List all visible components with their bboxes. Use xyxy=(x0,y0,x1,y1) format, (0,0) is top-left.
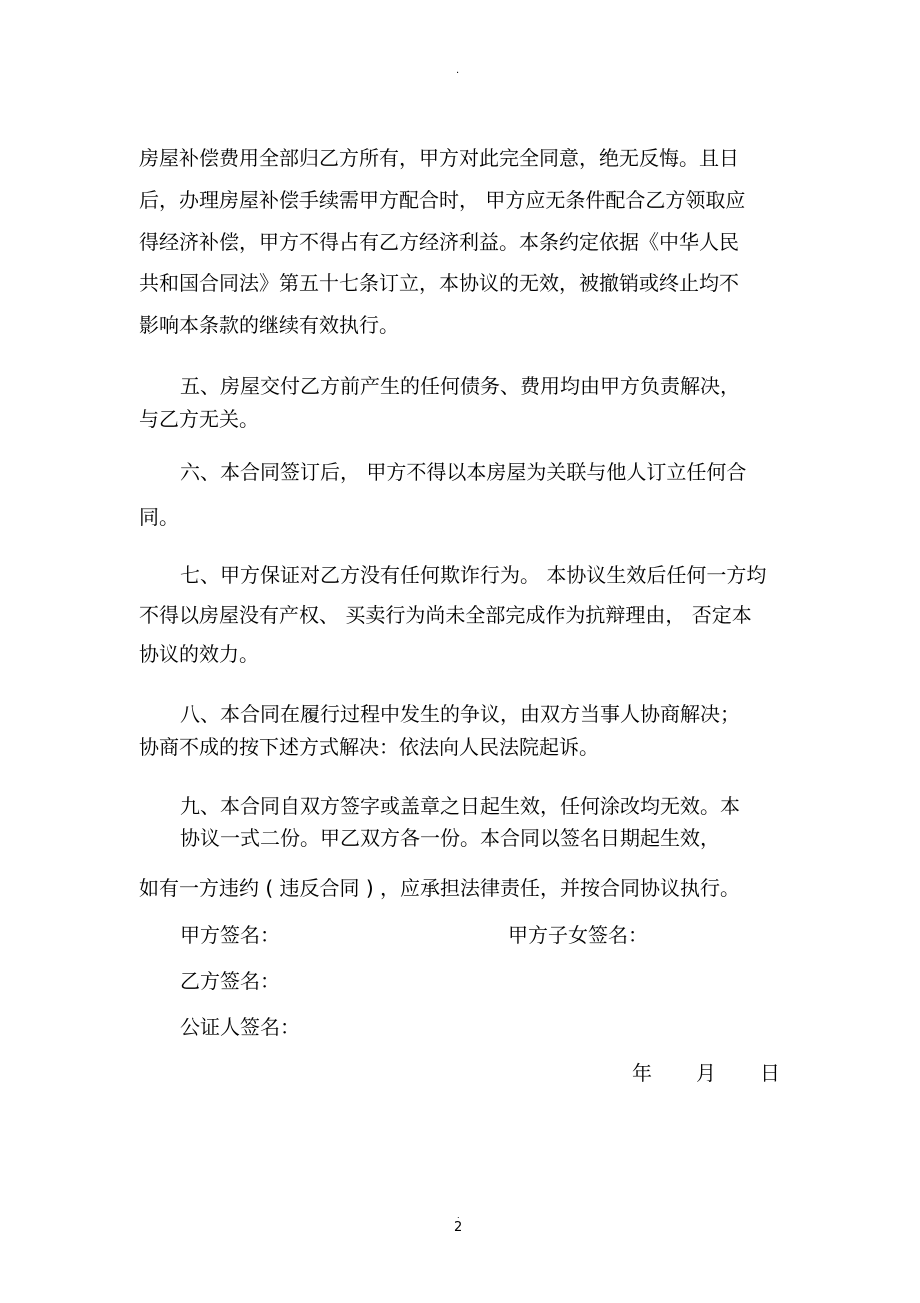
date-month-label: 月 xyxy=(696,1061,716,1085)
para4-line-1: 房屋补偿费用全部归乙方所有，甲方对此完全同意，绝无反悔。且日 xyxy=(139,146,739,170)
para4-line-3: 得经济补偿，甲方不得占有乙方经济利益。本条约定依据《中华人民 xyxy=(139,230,739,254)
notary-signature-label: 公证人签名： xyxy=(180,1015,300,1039)
footer-dot: . xyxy=(457,1211,460,1220)
party-a-children-signature-label: 甲方子女签名： xyxy=(508,923,648,947)
para4-line-5: 影响本条款的继续有效执行。 xyxy=(139,313,399,337)
date-year-label: 年 xyxy=(632,1061,652,1085)
clause-9-line-1: 九、本合同自双方签字或盖章之日起生效，任何涂改均无效。本 xyxy=(180,794,740,818)
header-dot: . xyxy=(456,65,460,76)
clause-8-line-1: 八、本合同在履行过程中发生的争议，由双方当事人协商解决； xyxy=(180,702,740,726)
party-a-signature-label: 甲方签名： xyxy=(180,923,280,947)
clause-7-line-2: 不得以房屋没有产权、 买卖行为尚未全部完成作为抗辩理由， 否定本 xyxy=(139,603,752,627)
date-day-label: 日 xyxy=(760,1061,780,1085)
clause-9-line-2: 协议一式二份。甲乙双方各一份。本合同以签名日期起生效， xyxy=(180,826,720,850)
para4-line-4: 共和国合同法》第五十七条订立，本协议的无效，被撤销或终止均不 xyxy=(139,271,739,295)
page-number: 2 xyxy=(454,1220,463,1235)
clause-8-line-2: 协商不成的按下述方式解决：依法向人民法院起诉。 xyxy=(139,735,599,759)
para4-line-2: 后，办理房屋补偿手续需甲方配合时， 甲方应无条件配合乙方领取应 xyxy=(139,188,746,212)
clause-7-line-1: 七、甲方保证对乙方没有任何欺诈行为。 本协议生效后任何一方均 xyxy=(180,563,767,587)
clause-6-line-1: 六、本合同签订后， 甲方不得以本房屋为关联与他人订立任何合 xyxy=(180,460,747,484)
clause-9-line-3: 如有一方违约 ( 违反合同 ) ，应承担法律责任，并按合同协议执行。 xyxy=(139,876,741,900)
clause-6-line-2: 同。 xyxy=(139,505,179,529)
clause-5-line-2: 与乙方无关。 xyxy=(139,407,259,431)
clause-7-line-3: 协议的效力。 xyxy=(139,642,259,666)
clause-5-line-1: 五、房屋交付乙方前产生的任何债务、费用均由甲方负责解决， xyxy=(180,374,740,398)
party-b-signature-label: 乙方签名： xyxy=(180,969,280,993)
